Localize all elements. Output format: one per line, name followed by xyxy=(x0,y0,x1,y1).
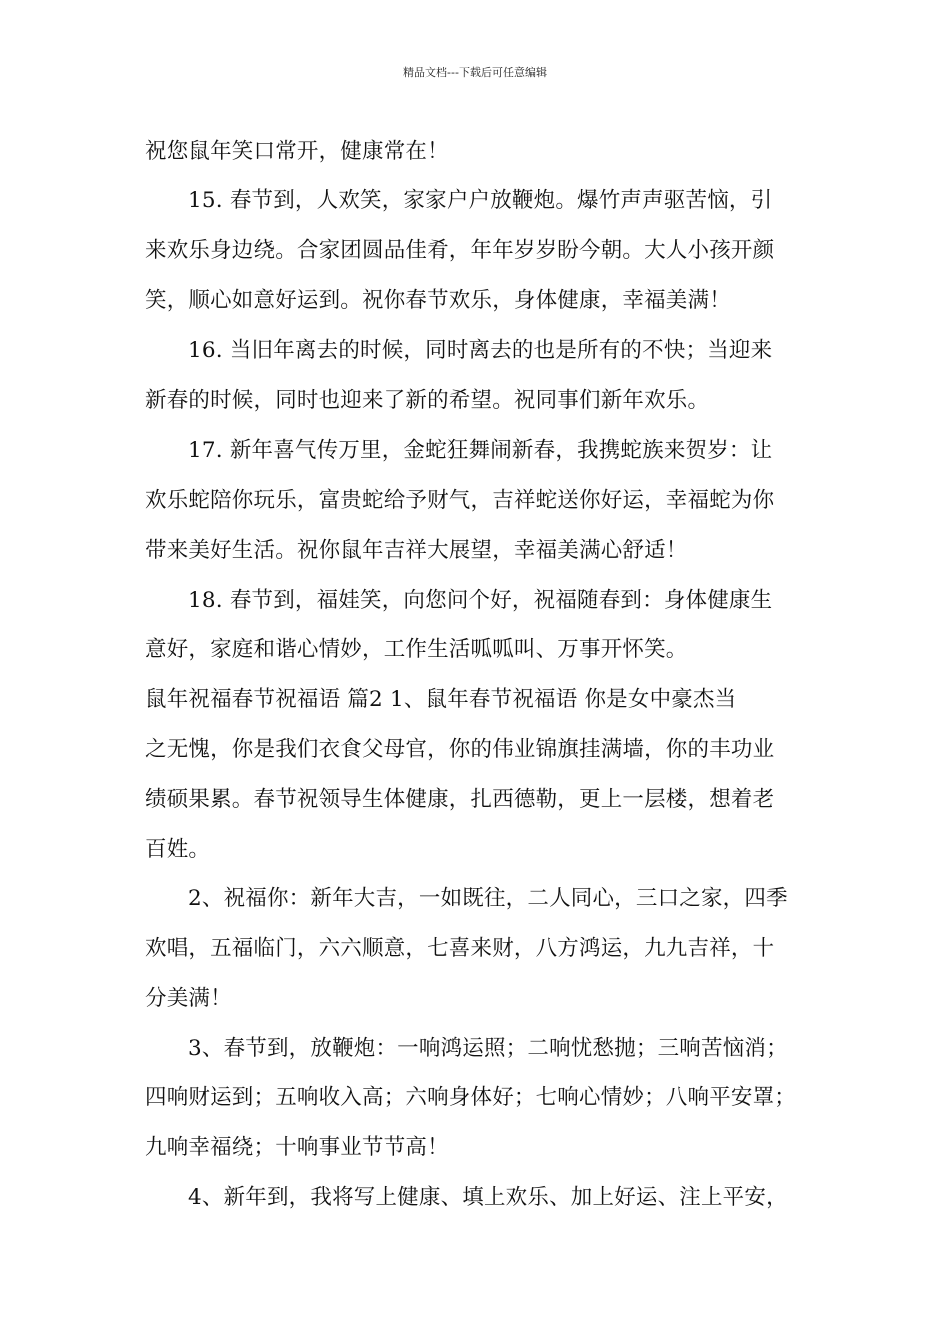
text-line: 祝您鼠年笑口常开，健康常在！ xyxy=(145,139,449,164)
page-header: 精品文档---下载后可任意编辑 xyxy=(403,66,547,79)
text-line: 2、祝福你：新年大吉，一如既往，二人同心，三口之家，四季 xyxy=(188,886,788,911)
text-line: 笑，顺心如意好运到。祝你春节欢乐，身体健康，幸福美满！ xyxy=(145,288,731,313)
text-line: 16. 当旧年离去的时候，同时离去的也是所有的不快；当迎来 xyxy=(188,338,773,363)
text-line: 4、新年到，我将写上健康、填上欢乐、加上好运、注上平安， xyxy=(188,1185,788,1210)
text-line: 新春的时候，同时也迎来了新的希望。祝同事们新年欢乐。 xyxy=(145,388,710,413)
text-line: 分美满！ xyxy=(145,986,232,1011)
text-line: 带来美好生活。祝你鼠年吉祥大展望，幸福美满心舒适！ xyxy=(145,538,688,563)
text-line: 17. 新年喜气传万里，金蛇狂舞闹新春，我携蛇族来贺岁：让 xyxy=(188,438,773,463)
text-line: 欢乐蛇陪你玩乐，富贵蛇给予财气，吉祥蛇送你好运，幸福蛇为你 xyxy=(145,488,775,513)
text-line: 18. 春节到，福娃笑，向您问个好，祝福随春到：身体健康生 xyxy=(188,588,773,613)
text-line: 3、春节到，放鞭炮：一响鸿运照；二响忧愁抛；三响苦恼消； xyxy=(188,1036,788,1061)
section-title-line: 鼠年祝福春节祝福语 篇2 1、鼠年春节祝福语 你是女中豪杰当 xyxy=(145,687,737,712)
text-line: 百姓。 xyxy=(145,837,211,862)
text-line: 来欢乐身边绕。合家团圆品佳肴，年年岁岁盼今朝。大人小孩开颜 xyxy=(145,238,775,263)
text-line: 绩硕果累。春节祝领导生体健康，扎西德勒，更上一层楼，想着老 xyxy=(145,787,775,812)
text-line: 之无愧，你是我们衣食父母官，你的伟业锦旗挂满墙，你的丰功业 xyxy=(145,737,775,762)
text-line: 四响财运到；五响收入高；六响身体好；七响心情妙；八响平安罩； xyxy=(145,1085,797,1110)
text-line: 意好，家庭和谐心情妙，工作生活呱呱叫、万事开怀笑。 xyxy=(145,637,688,662)
text-line: 九响幸福绕；十响事业节节高！ xyxy=(145,1135,449,1160)
text-line: 15. 春节到，人欢笑，家家户户放鞭炮。爆竹声声驱苦恼，引 xyxy=(188,188,773,213)
text-line: 欢唱，五福临门，六六顺意，七喜来财，八方鸿运，九九吉祥，十 xyxy=(145,936,775,961)
